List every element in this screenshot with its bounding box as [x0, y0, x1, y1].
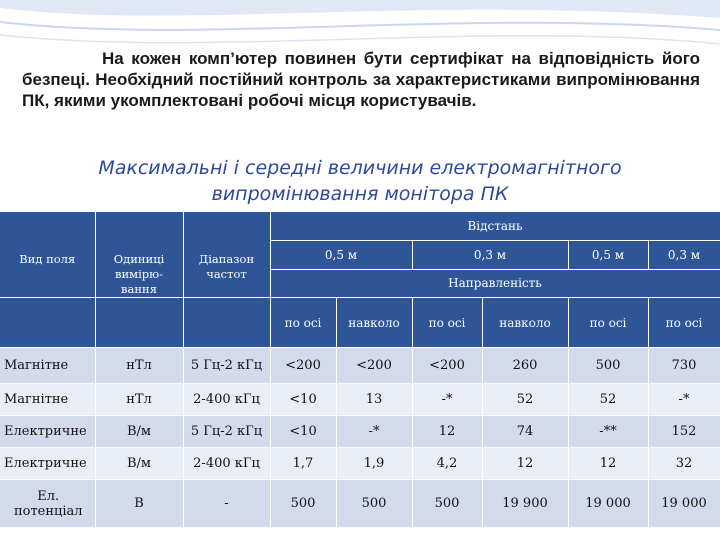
cell-value: 52	[482, 384, 568, 416]
cell-field-type: Магнітне	[0, 348, 95, 384]
header-dist-05-a: 0,5 м	[270, 241, 412, 270]
cell-field-type: Електричне	[0, 448, 95, 480]
cell-value: 1,7	[270, 448, 336, 480]
header-spacer	[95, 298, 183, 348]
cell-value: 500	[412, 480, 482, 528]
header-dist-05-b: 0,5 м	[568, 241, 648, 270]
header-units: Одиниці вимірю-вання	[95, 212, 183, 298]
radiation-table	[0, 212, 720, 528]
table-title-line-2: випромінювання монітора ПК	[211, 183, 509, 205]
cell-units: нТл	[95, 348, 183, 384]
header-dist-03-b: 0,3 м	[648, 241, 720, 270]
header-spacer	[0, 298, 95, 348]
cell-value: 19 900	[482, 480, 568, 528]
cell-units: В/м	[95, 416, 183, 448]
header-dir: по осі	[412, 298, 482, 348]
cell-value: 12	[482, 448, 568, 480]
header-row-dirs	[0, 298, 720, 348]
cell-freq-range: 5 Гц-2 кГц	[183, 416, 270, 448]
header-field-type: Вид поля	[0, 212, 95, 298]
cell-value: -*	[336, 416, 412, 448]
table-title	[40, 155, 680, 207]
header-row-distance	[0, 212, 720, 241]
table-row	[0, 416, 720, 448]
cell-value: -**	[568, 416, 648, 448]
table-title-line-1: Максимальні і середні величини електромагнітного	[98, 157, 622, 179]
header-dist-03-a: 0,3 м	[412, 241, 568, 270]
cell-value: <10	[270, 416, 336, 448]
cell-field-type: Ел. потенціал	[0, 480, 95, 528]
header-dir: по осі	[568, 298, 648, 348]
cell-value: 1,9	[336, 448, 412, 480]
table-row	[0, 384, 720, 416]
header-dir: навколо	[482, 298, 568, 348]
cell-freq-range: 2-400 кГц	[183, 384, 270, 416]
table-row	[0, 448, 720, 480]
cell-units: В	[95, 480, 183, 528]
header-dir: по осі	[648, 298, 720, 348]
cell-units: В/м	[95, 448, 183, 480]
header-freq-range: Діапазон частот	[183, 212, 270, 298]
cell-value: <10	[270, 384, 336, 416]
cell-value: -*	[648, 384, 720, 416]
cell-value: 500	[568, 348, 648, 384]
header-distance: Відстань	[270, 212, 720, 241]
header-dir: навколо	[336, 298, 412, 348]
cell-value: 260	[482, 348, 568, 384]
cell-value: 500	[336, 480, 412, 528]
cell-value: 12	[568, 448, 648, 480]
cell-value: 19 000	[648, 480, 720, 528]
cell-units: нТл	[95, 384, 183, 416]
cell-value: 500	[270, 480, 336, 528]
cell-value: <200	[336, 348, 412, 384]
cell-value: -*	[412, 384, 482, 416]
cell-value: 13	[336, 384, 412, 416]
intro-paragraph: На кожен комп’ютер повинен бути сертифікат на відповідність його безпеці. Необхідний постійний контроль за характеристиками випромінювання ПК, якими укомплектовані робочі місця користувачів.	[22, 49, 700, 110]
header-direction: Направленість	[270, 269, 720, 298]
cell-freq-range: 2-400 кГц	[183, 448, 270, 480]
cell-value: 32	[648, 448, 720, 480]
cell-value: 4,2	[412, 448, 482, 480]
cell-value: 52	[568, 384, 648, 416]
cell-value: <200	[270, 348, 336, 384]
cell-value: 730	[648, 348, 720, 384]
table-row	[0, 480, 720, 528]
cell-value: 12	[412, 416, 482, 448]
header-spacer	[183, 298, 270, 348]
cell-value: <200	[412, 348, 482, 384]
cell-value: 19 000	[568, 480, 648, 528]
header-dir: по осі	[270, 298, 336, 348]
cell-field-type: Електричне	[0, 416, 95, 448]
cell-freq-range: 5 Гц-2 кГц	[183, 348, 270, 384]
cell-value: 74	[482, 416, 568, 448]
cell-freq-range: -	[183, 480, 270, 528]
cell-field-type: Магнітне	[0, 384, 95, 416]
cell-value: 152	[648, 416, 720, 448]
table-row	[0, 348, 720, 384]
